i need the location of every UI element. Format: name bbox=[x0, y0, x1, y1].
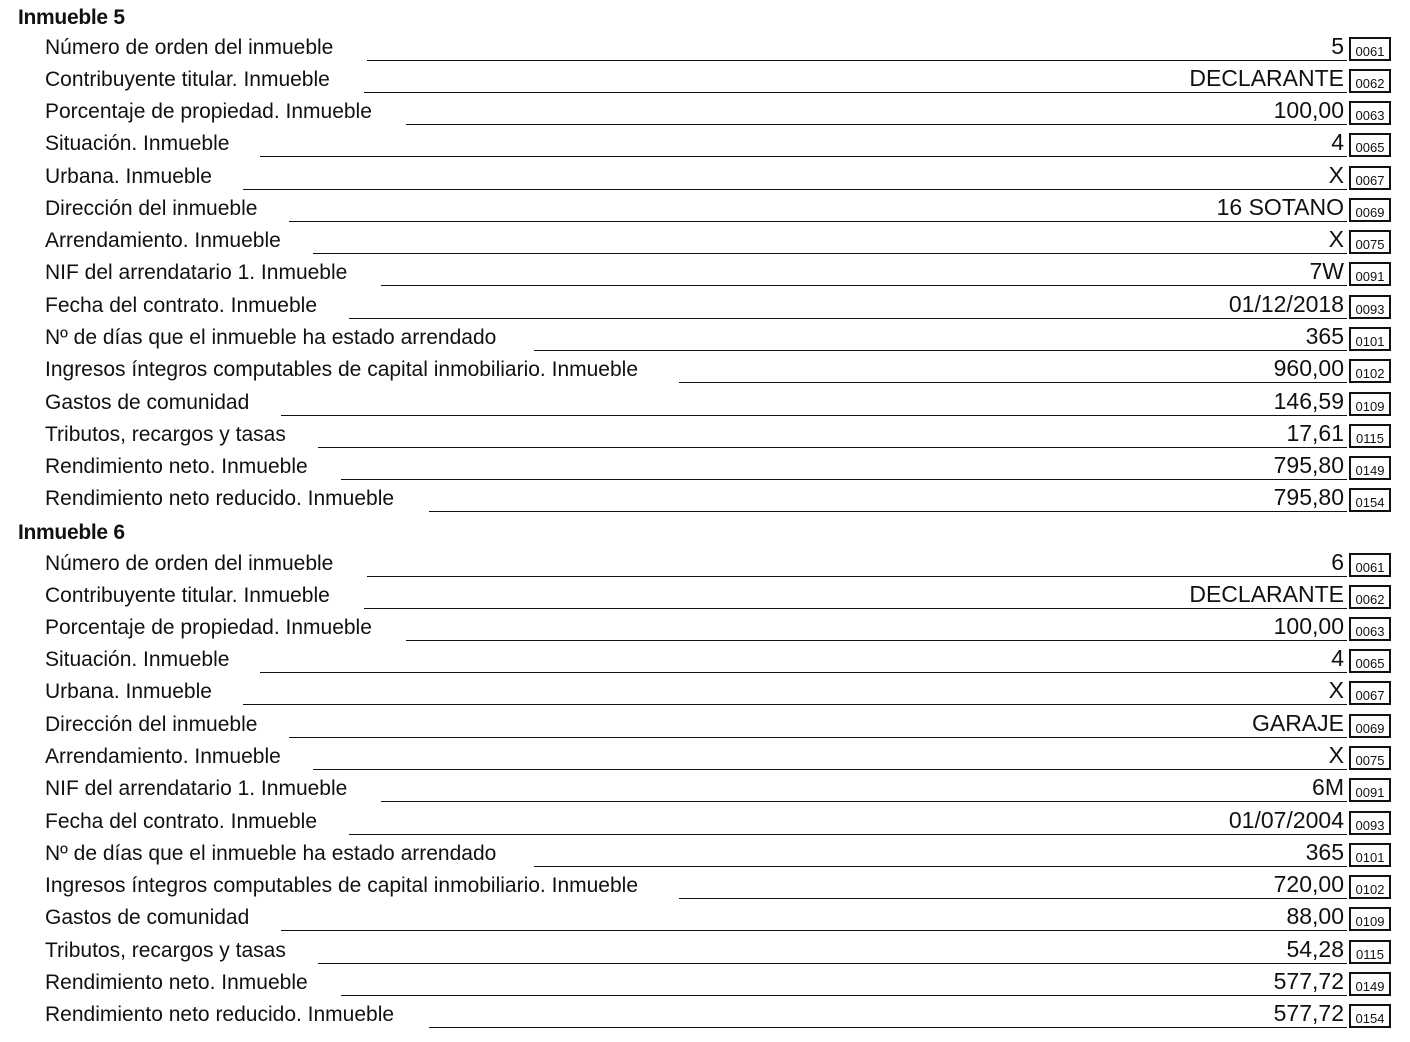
form-row bbox=[0, 34, 1410, 66]
box-code: 0075 bbox=[1349, 230, 1391, 254]
field-value: 365 bbox=[1302, 840, 1344, 864]
leader-line bbox=[318, 447, 1347, 448]
box-code: 0075 bbox=[1349, 746, 1391, 770]
field-value: X bbox=[1325, 227, 1344, 251]
box-code: 0069 bbox=[1349, 198, 1391, 222]
field-label: Porcentaje de propiedad. Inmueble bbox=[45, 616, 372, 639]
form-row bbox=[0, 324, 1410, 356]
form-row bbox=[0, 808, 1410, 840]
leader-line bbox=[381, 285, 1347, 286]
field-value: 01/07/2004 bbox=[1225, 808, 1344, 832]
form-row bbox=[0, 840, 1410, 872]
field-value: 16 SOTANO bbox=[1213, 195, 1344, 219]
leader-line bbox=[349, 834, 1347, 835]
leader-line bbox=[243, 189, 1347, 190]
field-label: Nº de días que el inmueble ha estado arrendado bbox=[45, 842, 497, 865]
form-row bbox=[0, 582, 1410, 614]
field-label: Porcentaje de propiedad. Inmueble bbox=[45, 100, 372, 123]
form-row bbox=[0, 711, 1410, 743]
leader-line bbox=[289, 737, 1347, 738]
field-value: 7W bbox=[1306, 259, 1345, 283]
form-row bbox=[0, 614, 1410, 646]
form-row bbox=[0, 646, 1410, 678]
field-value: 720,00 bbox=[1270, 872, 1344, 896]
leader-line bbox=[313, 769, 1347, 770]
leader-line bbox=[349, 318, 1347, 319]
box-code: 0109 bbox=[1349, 907, 1391, 931]
field-label: Arrendamiento. Inmueble bbox=[45, 229, 281, 252]
field-value: 01/12/2018 bbox=[1225, 292, 1344, 316]
field-value: 4 bbox=[1327, 646, 1344, 670]
form-row bbox=[0, 66, 1410, 98]
box-code: 0063 bbox=[1349, 617, 1391, 641]
field-label: Situación. Inmueble bbox=[45, 648, 230, 671]
field-label: Urbana. Inmueble bbox=[45, 680, 212, 703]
field-label: Rendimiento neto. Inmueble bbox=[45, 971, 308, 994]
box-code: 0063 bbox=[1349, 101, 1391, 125]
box-code: 0069 bbox=[1349, 714, 1391, 738]
box-code: 0061 bbox=[1349, 553, 1391, 577]
field-value: 54,28 bbox=[1282, 937, 1344, 961]
field-value: 100,00 bbox=[1270, 614, 1344, 638]
box-code: 0067 bbox=[1349, 681, 1391, 705]
field-value: DECLARANTE bbox=[1185, 66, 1344, 90]
field-label: Dirección del inmueble bbox=[45, 197, 258, 220]
leader-line bbox=[406, 124, 1347, 125]
field-label: Nº de días que el inmueble ha estado arrendado bbox=[45, 326, 497, 349]
leader-line bbox=[281, 930, 1347, 931]
section-title-inmueble-5: Inmueble 5 bbox=[18, 6, 125, 29]
field-label: Rendimiento neto reducido. Inmueble bbox=[45, 487, 395, 510]
form-row bbox=[0, 969, 1410, 1001]
box-code: 0102 bbox=[1349, 875, 1391, 899]
form-row bbox=[0, 937, 1410, 969]
field-value: X bbox=[1325, 743, 1344, 767]
box-code: 0101 bbox=[1349, 327, 1391, 351]
box-code: 0091 bbox=[1349, 778, 1391, 802]
box-code: 0062 bbox=[1349, 69, 1391, 93]
form-row bbox=[0, 872, 1410, 904]
field-label: Tributos, recargos y tasas bbox=[45, 939, 286, 962]
leader-line bbox=[364, 608, 1347, 609]
leader-line bbox=[341, 479, 1347, 480]
leader-line bbox=[429, 1027, 1347, 1028]
field-value: 88,00 bbox=[1282, 904, 1344, 928]
leader-line bbox=[429, 511, 1347, 512]
form-row bbox=[0, 195, 1410, 227]
box-code: 0067 bbox=[1349, 166, 1391, 190]
field-value: 365 bbox=[1302, 324, 1344, 348]
box-code: 0149 bbox=[1349, 456, 1391, 480]
form-row bbox=[0, 227, 1410, 259]
leader-line bbox=[364, 92, 1347, 93]
field-value: 146,59 bbox=[1270, 389, 1344, 413]
field-label: Número de orden del inmueble bbox=[45, 552, 334, 575]
leader-line bbox=[313, 253, 1347, 254]
form-row bbox=[0, 550, 1410, 582]
leader-line bbox=[243, 704, 1347, 705]
form-row bbox=[0, 356, 1410, 388]
box-code: 0115 bbox=[1349, 940, 1391, 964]
field-label: Fecha del contrato. Inmueble bbox=[45, 810, 317, 833]
box-code: 0149 bbox=[1349, 972, 1391, 996]
leader-line bbox=[406, 640, 1347, 641]
leader-line bbox=[367, 60, 1347, 61]
field-value: 6M bbox=[1308, 775, 1344, 799]
field-value: 17,61 bbox=[1282, 421, 1344, 445]
leader-line bbox=[679, 382, 1347, 383]
field-label: Ingresos íntegros computables de capital inmobiliario. Inmueble bbox=[45, 874, 638, 897]
form-row bbox=[0, 292, 1410, 324]
leader-line bbox=[367, 576, 1347, 577]
field-label: Rendimiento neto. Inmueble bbox=[45, 455, 308, 478]
field-label: Fecha del contrato. Inmueble bbox=[45, 294, 317, 317]
box-code: 0062 bbox=[1349, 585, 1391, 609]
box-code: 0154 bbox=[1349, 1004, 1391, 1028]
field-value: 577,72 bbox=[1270, 969, 1344, 993]
leader-line bbox=[534, 866, 1347, 867]
field-label: Situación. Inmueble bbox=[45, 132, 230, 155]
form-row bbox=[0, 421, 1410, 453]
field-value: 577,72 bbox=[1270, 1001, 1344, 1025]
field-label: Contribuyente titular. Inmueble bbox=[45, 584, 330, 607]
box-code: 0093 bbox=[1349, 811, 1391, 835]
field-label: NIF del arrendatario 1. Inmueble bbox=[45, 261, 348, 284]
leader-line bbox=[260, 672, 1347, 673]
form-row bbox=[0, 904, 1410, 936]
field-value: 795,80 bbox=[1270, 485, 1344, 509]
form-row bbox=[0, 775, 1410, 807]
form-row bbox=[0, 743, 1410, 775]
box-code: 0093 bbox=[1349, 295, 1391, 319]
field-value: 5 bbox=[1327, 34, 1344, 58]
leader-line bbox=[381, 801, 1347, 802]
box-code: 0065 bbox=[1349, 133, 1391, 157]
field-label: NIF del arrendatario 1. Inmueble bbox=[45, 777, 348, 800]
field-value: 960,00 bbox=[1270, 356, 1344, 380]
field-label: Contribuyente titular. Inmueble bbox=[45, 68, 330, 91]
form-row bbox=[0, 678, 1410, 710]
field-value: 795,80 bbox=[1270, 453, 1344, 477]
field-value: 100,00 bbox=[1270, 98, 1344, 122]
field-label: Rendimiento neto reducido. Inmueble bbox=[45, 1003, 395, 1026]
field-label: Dirección del inmueble bbox=[45, 713, 258, 736]
box-code: 0154 bbox=[1349, 488, 1391, 512]
box-code: 0061 bbox=[1349, 37, 1391, 61]
form-row bbox=[0, 163, 1410, 195]
leader-line bbox=[534, 350, 1347, 351]
box-code: 0065 bbox=[1349, 649, 1391, 673]
leader-line bbox=[318, 963, 1347, 964]
box-code: 0102 bbox=[1349, 359, 1391, 383]
form-row bbox=[0, 1001, 1410, 1033]
field-value: 6 bbox=[1327, 550, 1344, 574]
form-row bbox=[0, 98, 1410, 130]
leader-line bbox=[289, 221, 1347, 222]
field-value: DECLARANTE bbox=[1185, 582, 1344, 606]
field-value: X bbox=[1325, 678, 1344, 702]
form-row bbox=[0, 485, 1410, 517]
form-row bbox=[0, 259, 1410, 291]
leader-line bbox=[341, 995, 1347, 996]
box-code: 0109 bbox=[1349, 392, 1391, 416]
box-code: 0115 bbox=[1349, 424, 1391, 448]
form-row bbox=[0, 389, 1410, 421]
section-title-inmueble-6: Inmueble 6 bbox=[18, 521, 125, 544]
field-label: Ingresos íntegros computables de capital inmobiliario. Inmueble bbox=[45, 358, 638, 381]
field-label: Gastos de comunidad bbox=[45, 906, 250, 929]
field-label: Tributos, recargos y tasas bbox=[45, 423, 286, 446]
field-value: X bbox=[1325, 163, 1344, 187]
box-code: 0101 bbox=[1349, 843, 1391, 867]
leader-line bbox=[679, 898, 1347, 899]
field-label: Número de orden del inmueble bbox=[45, 36, 334, 59]
leader-line bbox=[260, 156, 1347, 157]
field-label: Arrendamiento. Inmueble bbox=[45, 745, 281, 768]
field-value: GARAJE bbox=[1248, 711, 1344, 735]
leader-line bbox=[281, 415, 1347, 416]
box-code: 0091 bbox=[1349, 262, 1391, 286]
form-row bbox=[0, 453, 1410, 485]
form-row bbox=[0, 130, 1410, 162]
field-value: 4 bbox=[1327, 130, 1344, 154]
field-label: Gastos de comunidad bbox=[45, 391, 250, 414]
field-label: Urbana. Inmueble bbox=[45, 165, 212, 188]
